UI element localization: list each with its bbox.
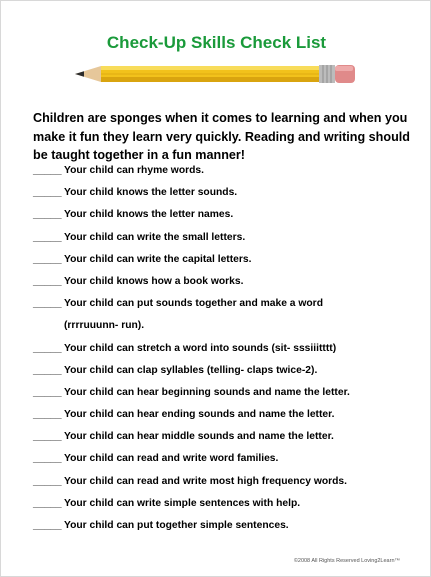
checkbox-blank-line: _____ (33, 342, 62, 354)
checklist-item-text: Your child can hear beginning sounds and name the letter. (64, 386, 350, 398)
pencil-icon (75, 63, 357, 85)
checklist-item-text: Your child can read and write most high frequency words. (64, 475, 348, 487)
copyright-notice: ©2008 All Rights Reserved Loving2Learn™ (293, 558, 400, 564)
checkbox-blank-line: _____ (33, 298, 62, 310)
checklist-item-text: Your child can write simple sentences with help. (64, 497, 301, 509)
checklist-item (33, 187, 428, 209)
checklist-item (33, 387, 428, 409)
checklist-item-text: Your child knows how a book works. (64, 275, 244, 287)
checklist-item (33, 365, 428, 387)
checklist-item-text: Your child can put sounds together and make a word (64, 298, 323, 310)
page-title: Check-Up Skills Check List (106, 33, 327, 52)
checklist-item (33, 276, 428, 298)
checklist-item (33, 476, 428, 498)
skills-checklist (33, 165, 428, 542)
checklist-item-text: Your child can rhyme words. (64, 165, 204, 176)
checklist-item-text: Your child knows the letter sounds. (64, 187, 238, 199)
checklist-item-text: Your child can clap syllables (telling- claps twice-2). (64, 364, 318, 376)
intro-paragraph: Children are sponges when it comes to learning and when you make it fun they learn very quickly. Reading and writing should be taught together in a fun manner! (33, 111, 410, 162)
checkbox-blank-line: _____ (33, 431, 62, 443)
checkbox-blank-line: _____ (33, 453, 62, 465)
checklist-item-text: Your child can put together simple sentences. (64, 520, 289, 531)
checklist-item-text: Your child can stretch a word into sounds (sit- sssiiitttt) (64, 342, 337, 354)
checkbox-blank-line: _____ (33, 209, 62, 221)
checkbox-blank-line: _____ (33, 165, 62, 176)
checklist-item-text: Your child can hear middle sounds and name the letter. (64, 431, 334, 443)
checklist-item (33, 453, 428, 475)
checklist-item (33, 165, 428, 187)
checklist-item-text: Your child knows the letter names. (64, 209, 234, 221)
checklist-item (33, 409, 428, 431)
checklist-item (33, 254, 428, 276)
checkbox-blank-line: _____ (33, 231, 62, 243)
checklist-item (33, 320, 428, 342)
checkbox-blank-line: _____ (33, 409, 62, 421)
checklist-item-text: Your child can write the small letters. (64, 231, 246, 243)
checklist-item-text: Your child can hear ending sounds and name the letter. (64, 409, 335, 421)
checklist-item (33, 343, 428, 365)
checklist-item (33, 498, 428, 520)
checkbox-blank-line: _____ (33, 187, 62, 199)
checklist-item-text: Your child can write the capital letters. (64, 253, 252, 265)
checklist-item-text: (rrrruuunn- run). (64, 320, 145, 332)
checklist-item-text: Your child can read and write word families. (64, 453, 279, 465)
checkbox-blank-line: _____ (33, 386, 62, 398)
checklist-item (33, 209, 428, 231)
checkbox-blank-line: _____ (33, 253, 62, 265)
checklist-item (33, 431, 428, 453)
checkbox-blank-line: _____ (33, 497, 62, 509)
checkbox-blank-line: _____ (33, 520, 62, 531)
checkbox-blank-line: _____ (33, 364, 62, 376)
checkbox-blank-line: _____ (33, 475, 62, 487)
checklist-item (33, 520, 428, 542)
checklist-item (33, 232, 428, 254)
checkbox-blank-line: _____ (33, 275, 62, 287)
checklist-item (33, 298, 428, 320)
